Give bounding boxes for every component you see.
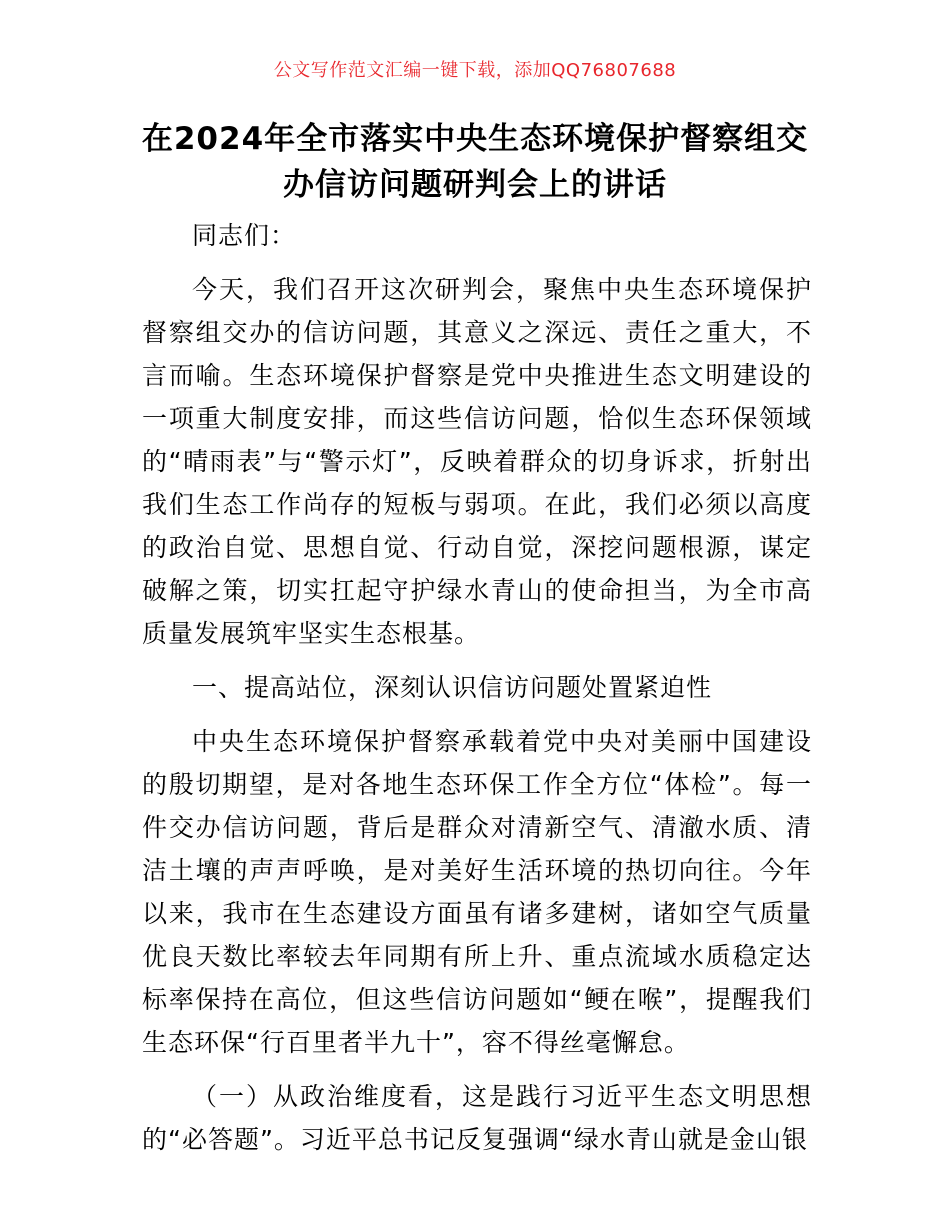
section-heading-1: 一、提高站位，深刻认识信访问题处置紧迫性 <box>192 673 713 702</box>
paragraph-section-1: 中央生态环境保护督察承载着党中央对美丽中国建设的殷切期望，是对各地生态环保工作全方位“体检”。每一件交办信访问题，背后是群众对清新空气、清澈水质、清洁土壤的声声呼唤，是对美好生活环境的热切向往。今年以来，我市在生态建设方面虽有诸多建树，诸如空气质量优良天数比率较去年同期有所上升、重点流域水质稳定达标率保持在高位，但这些信访问题如“鲠在喉”，提醒我们生态环保“行百里者半九十”，容不得丝毫懈怠。 <box>142 727 812 1057</box>
paragraph-intro: 今天，我们召开这次研判会，聚焦中央生态环境保护督察组交办的信访问题，其意义之深远、责任之重大，不言而喻。生态环境保护督察是党中央推进生态文明建设的一项重大制度安排，而这些信访问题，恰似生态环保领域的“晴雨表”与“警示灯”，反映着群众的切身诉求，折射出我们生态工作尚存的短板与弱项。在此，我们必须以高度的政治自觉、思想自觉、行动自觉，深挖问题根源，谋定破解之策，切实扛起守护绿水青山的使命担当，为全市高质量发展筑牢坚实生态根基。 <box>142 275 812 648</box>
subsection-1: （一）从政治维度看，这是践行习近平生态文明思想的“必答题”。习近平总书记反复强调“绿水青山就是金山银 <box>142 1082 812 1154</box>
document-title: 在2024年全市落实中央生态环境保护督察组交办信访问题研判会上的讲话 <box>141 121 809 203</box>
download-banner: 公文写作范文汇编一键下载，添加QQ76807688 <box>273 60 677 81</box>
document-body <box>142 214 812 1172</box>
greeting: 同志们： <box>192 221 297 250</box>
